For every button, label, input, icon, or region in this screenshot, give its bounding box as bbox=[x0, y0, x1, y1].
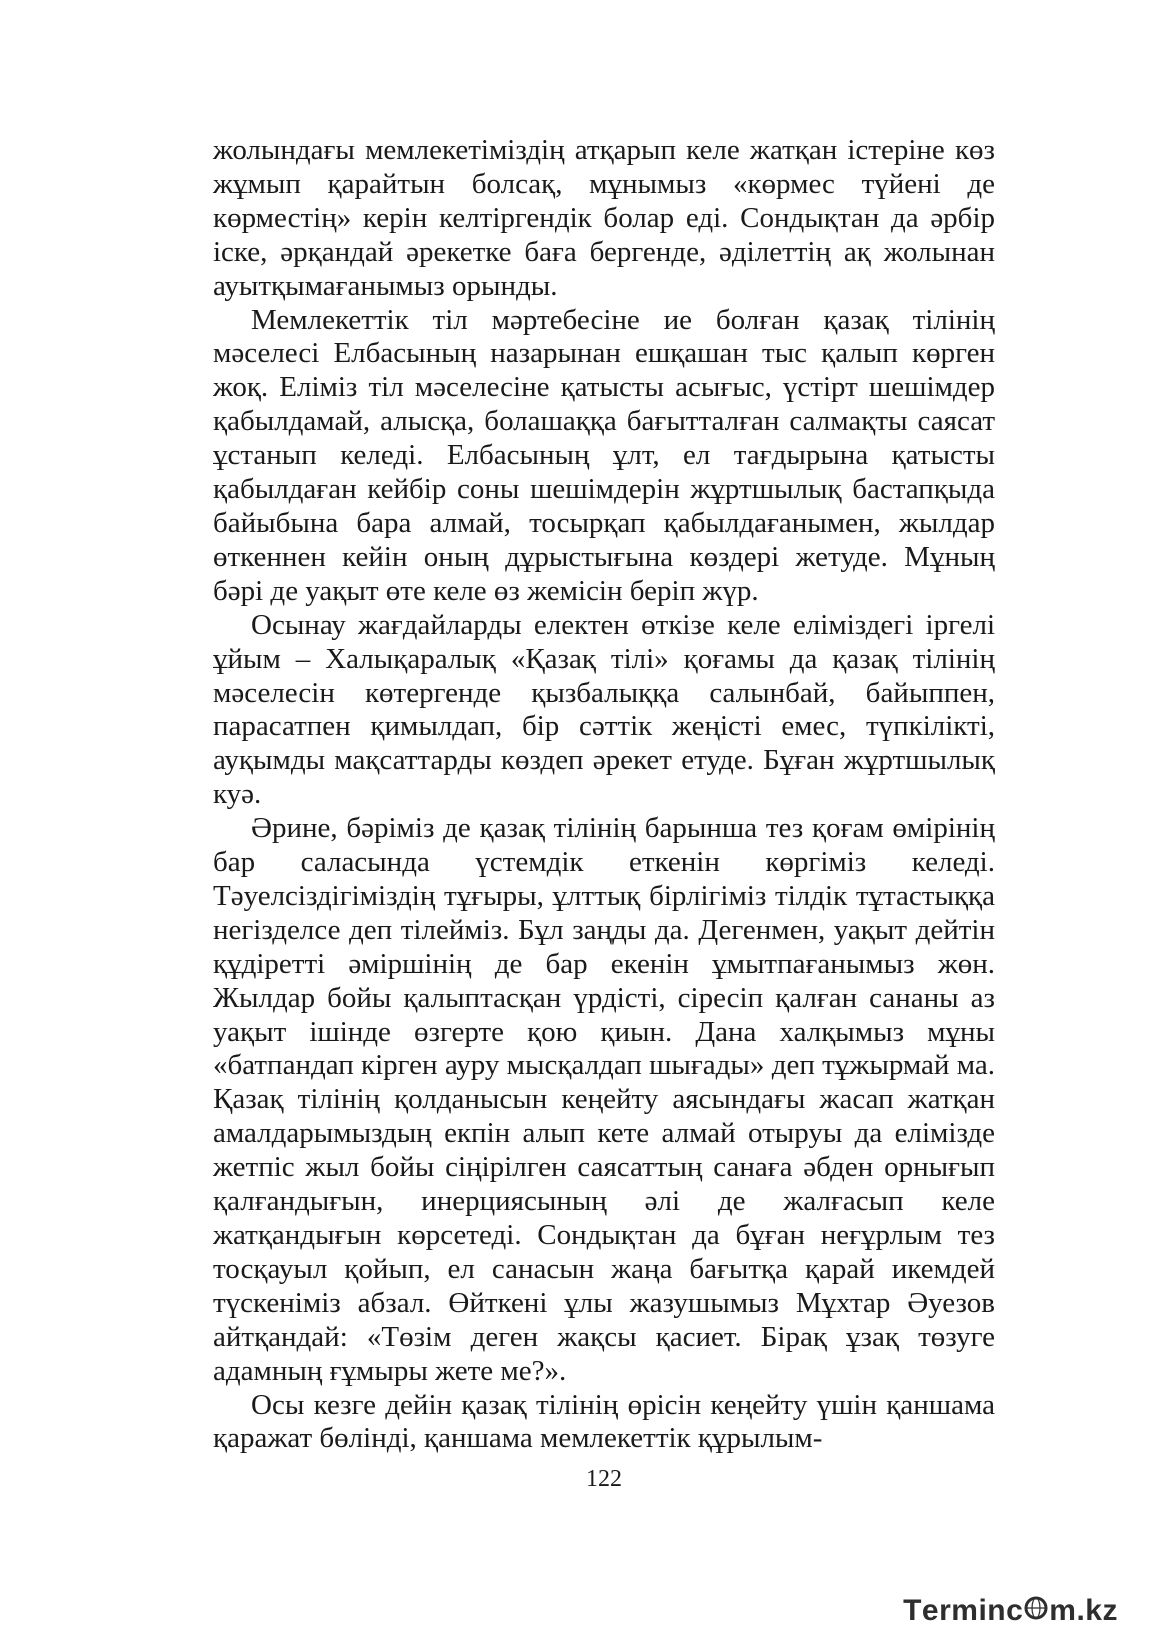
paragraph: Осы кезге дейін қазақ тілінің өрісін кеңейту үшін қаншама қаражат бөлінді, қаншама мемлекеттік құрылым- bbox=[213, 1388, 995, 1455]
page-number: 122 bbox=[586, 1466, 622, 1492]
paragraph: Мемлекеттік тіл мәртебесіне ие болған қазақ тілінің мәселесі Елбасының назарынан ешқашан тыс қалып көрген жоқ. Еліміз тіл мәселесіне қатысты асығыс, үстірт шешімдер қабылдамай, алысқа, болашаққа бағытталған салмақты саясат ұстанып келеді. Елбасының ұлт, ел тағдырына қатысты қабылдаған кейбір соны шешімдерін жұртшылық бастапқыда байыбына бара алмай, тосырқап қабылдағанымен, жылдар өткеннен кейін оның дұрыстығына көздері жетуде. Мұның бәрі де уақыт өте келе өз жемісін беріп жүр. bbox=[213, 303, 995, 607]
watermark-prefix: T bbox=[903, 1594, 922, 1627]
termincom-watermark-logo bbox=[903, 1588, 1118, 1628]
watermark-middle: erminc bbox=[921, 1594, 1024, 1627]
globe-o-icon bbox=[1023, 1595, 1049, 1625]
paragraph: Осынау жағдайларды електен өткізе келе еліміздегі іргелі ұйым – Халықаралық «Қазақ тілі» қоғамы да қазақ тілінің мәселесін көтергенде қызбалыққа салынбай, байыппен, парасатпен қимылдап, бір сәттік жеңісті емес, түпкілікті, ауқымды мақсаттарды көздеп әрекет етуде. Бұған жұртшылық куә. bbox=[213, 608, 995, 811]
body-text bbox=[213, 134, 995, 1456]
watermark-suffix: m.kz bbox=[1049, 1594, 1118, 1627]
paragraph: Әрине, бәріміз де қазақ тілінің барынша тез қоғам өмірінің бар саласында үстемдік еткенін көргіміз келеді. Тәуелсіздігіміздің тұғыры, ұлттық бірлігіміз тілдік тұтастыққа негізделсе деп тілейміз. Бұл заңды да. Дегенмен, уақыт дейтін құдіретті әміршінің де бар екенін ұмытпағанымыз жөн. Жылдар бойы қалыптасқан үрдісті, сіресіп қалған сананы аз уақыт ішінде өзгерте қою қиын. Дана халқымыз мұны «батпандап кірген ауру мысқалдап шығады» деп тұжырмай ма. Қазақ тілінің қолданысын кеңейту аясындағы жасап жатқан амалдарымыздың екпін алып кете алмай отыруы да елімізде жетпіс жыл бойы сіңірілген саясаттың санаға әбден орнығып қалғандығын, инерциясының әлі де жалғасып келе жатқандығын көрсетеді. Сондықтан да бұған неғұрлым тез тосқауыл қойып, ел санасын жаңа бағытқа қарай икемдей түскеніміз абзал. Өйткені ұлы жазушымыз Мұхтар Әуезов айтқандай: «Төзім деген жақсы қасиет. Бірақ ұзақ төзуге адамның ғұмыры жете ме?». bbox=[213, 812, 995, 1387]
paragraph-continuation: жолындағы мемлекетіміздің атқарып келе жатқан істеріне көз жұмып қарайтын болсақ, мұнымыз «көрмес түйені де көрместің» керін келтіргендік болар еді. Сондықтан да әрбір іске, әрқандай әрекетке баға бергенде, әділеттің ақ жолынан ауытқымағанымыз орынды. bbox=[213, 134, 995, 302]
